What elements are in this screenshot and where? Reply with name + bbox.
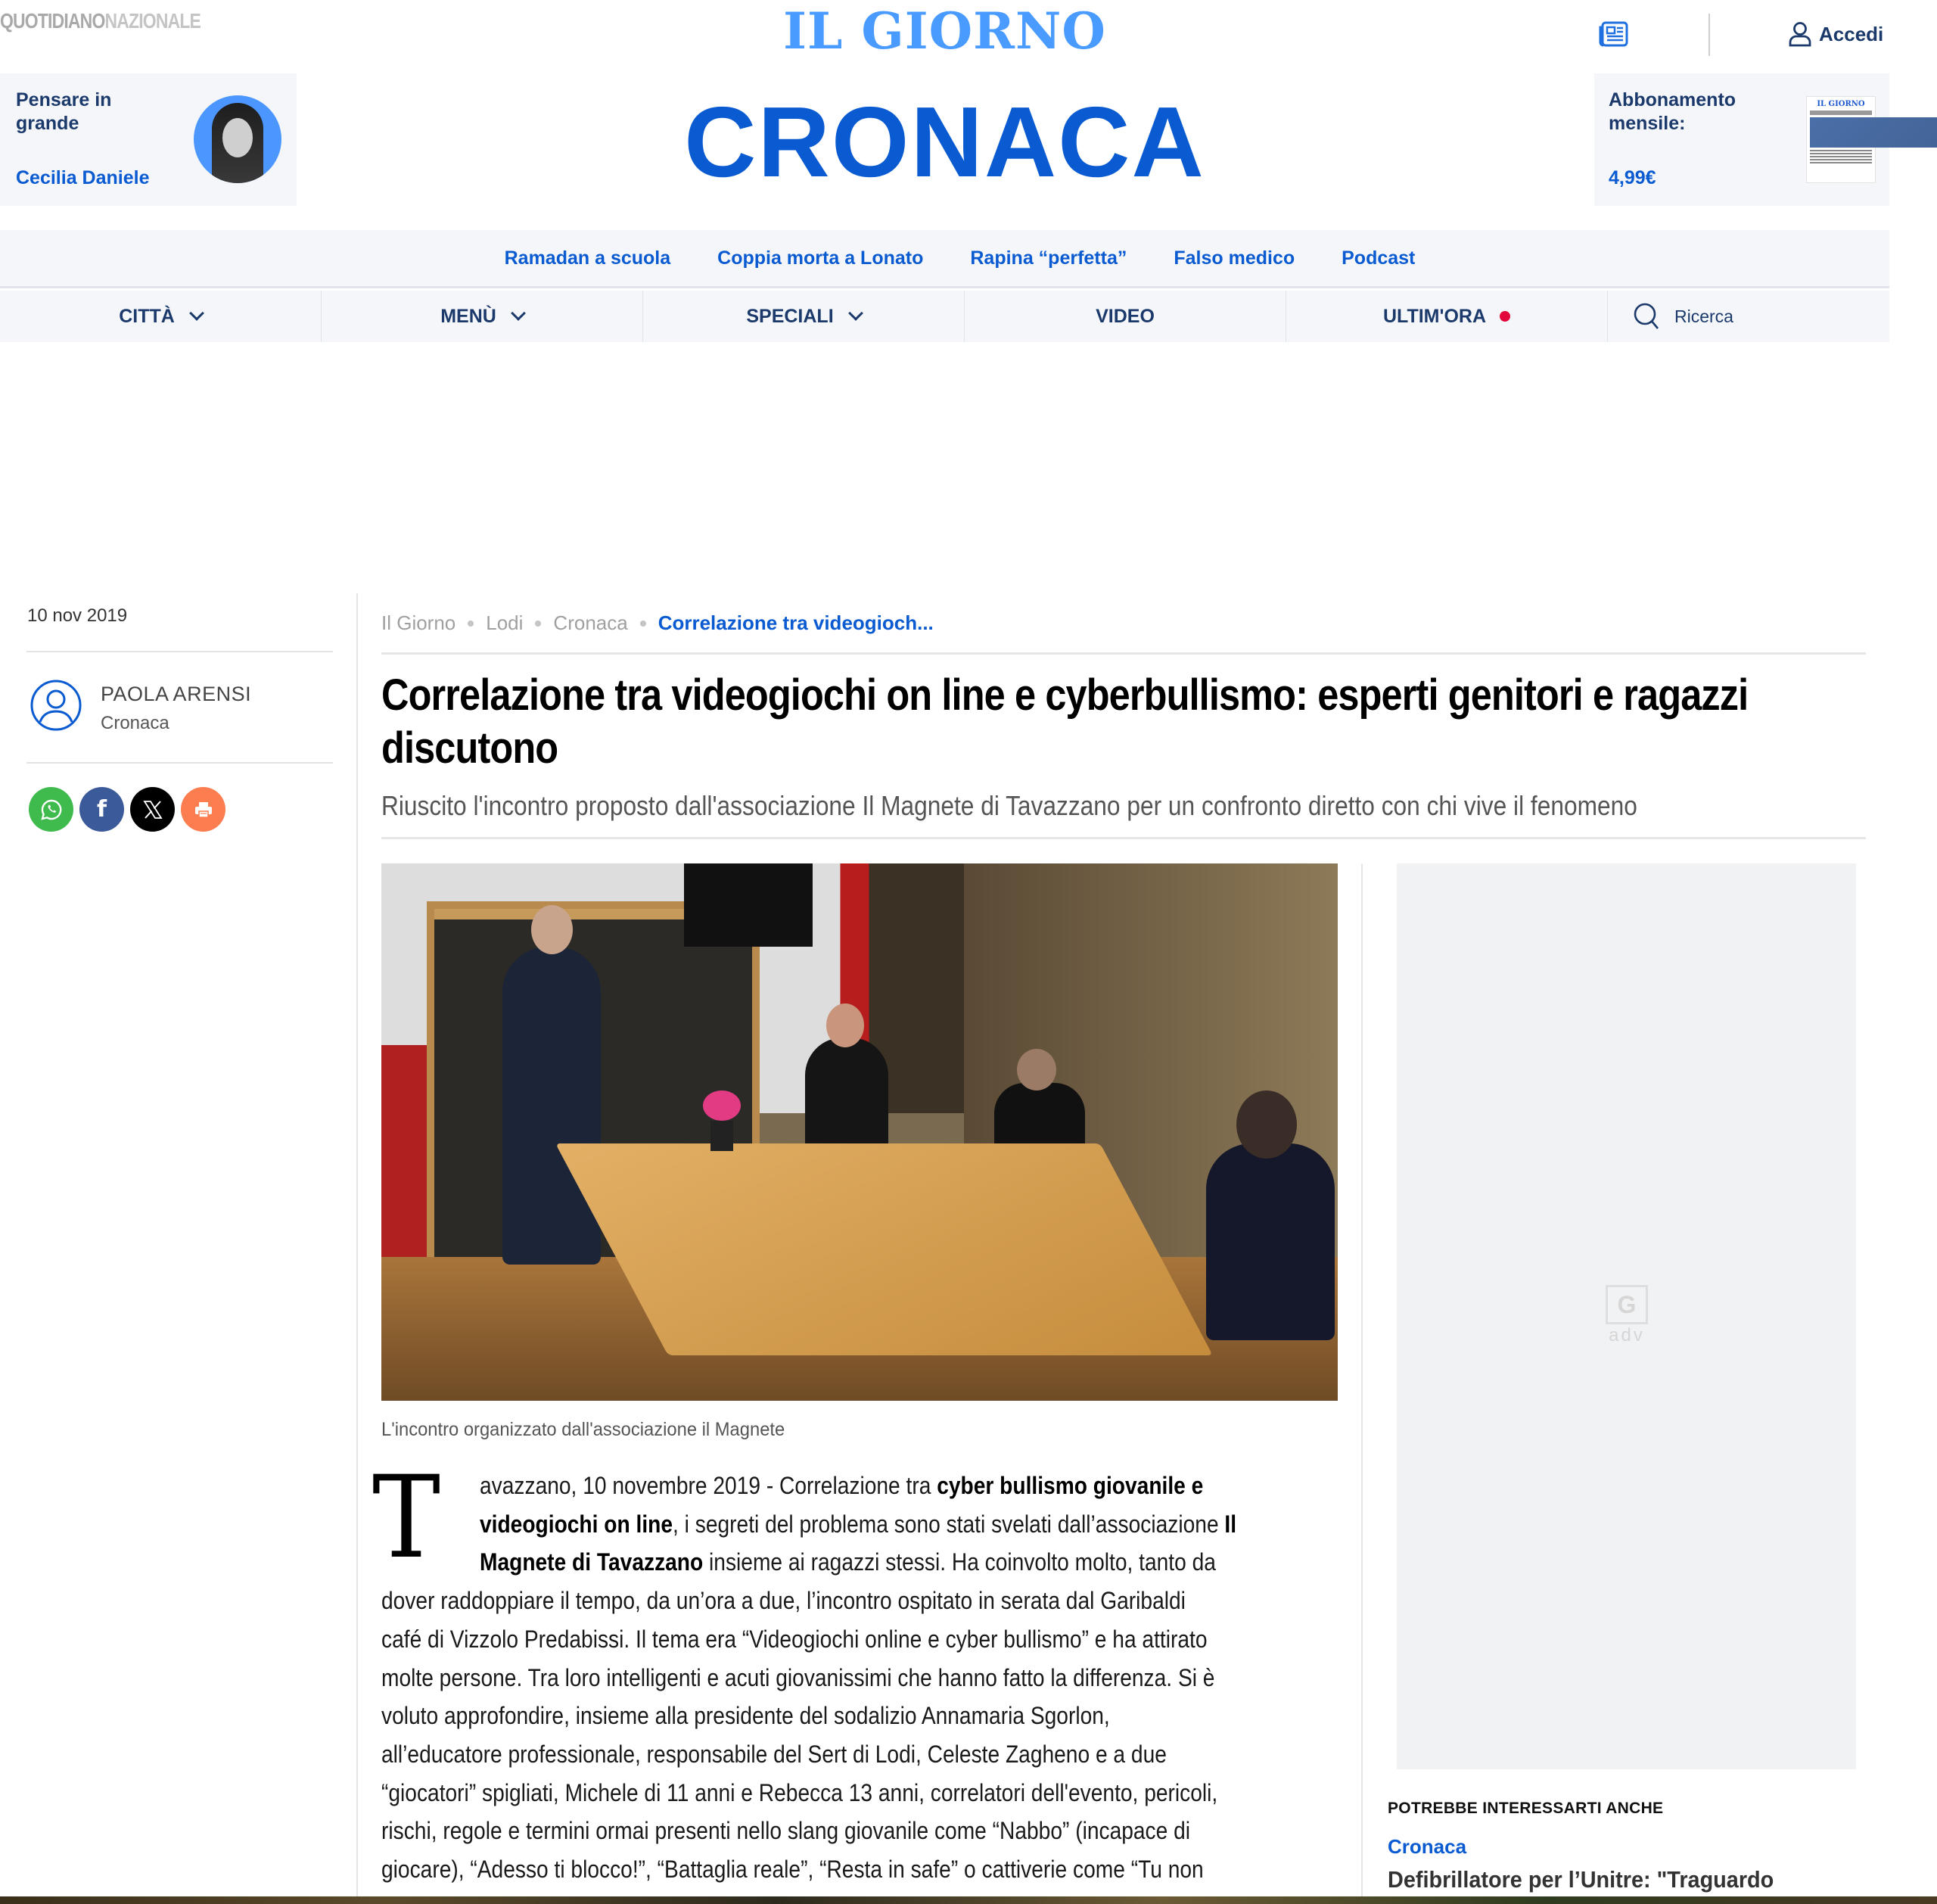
x-icon xyxy=(142,799,163,820)
subscription-title: Abbonamento mensile: xyxy=(1609,89,1736,134)
related-article-title[interactable]: Defibrillatore per l’Unitre: "Traguardo xyxy=(1388,1866,1774,1893)
body-line: videogiochi on line, i segreti del problema sono stati svelati dall’associazione Il xyxy=(480,1510,1237,1538)
header-divider xyxy=(1708,14,1710,56)
search-label: Ricerca xyxy=(1674,306,1733,326)
live-dot-icon xyxy=(1500,311,1510,322)
nav-label: SPECIALI xyxy=(746,305,834,327)
topic-link[interactable]: Coppia morta a Lonato xyxy=(717,247,924,269)
breadcrumb-separator xyxy=(468,621,474,627)
topic-link[interactable]: Ramadan a scuola xyxy=(504,247,671,269)
brand-logo[interactable]: IL GIORNO xyxy=(783,2,1106,61)
article-headline: Correlazione tra videogiochi on line e cyberbullismo: esperti genitori e ragazzi discutono xyxy=(381,670,1749,773)
divider xyxy=(26,762,333,764)
next-content-image-edge xyxy=(0,1896,1937,1904)
divider xyxy=(381,652,1866,655)
breadcrumb-item[interactable]: Lodi xyxy=(486,611,524,634)
promo-card-subscription[interactable] xyxy=(1594,73,1889,206)
promo-author: Cecilia Daniele xyxy=(16,167,150,188)
body-line: voluto approfondire, insieme alla presidente del sodalizio Annamaria Sgorlon, xyxy=(381,1702,1110,1730)
body-line: avazzano, 10 novembre 2019 - Correlazione tra cyber bullismo giovanile e xyxy=(480,1472,1204,1499)
breadcrumb-separator xyxy=(535,621,541,627)
related-heading: POTREBBE INTERESSARTI ANCHE xyxy=(1388,1800,1664,1817)
topic-link[interactable]: Falso medico xyxy=(1174,247,1295,269)
author-name[interactable]: PAOLA ARENSI xyxy=(101,683,252,705)
newspaper-icon[interactable] xyxy=(1598,21,1628,47)
breadcrumb-item[interactable]: Cronaca xyxy=(553,611,628,634)
ad-logo-icon: G xyxy=(1606,1285,1648,1324)
print-button[interactable] xyxy=(181,787,225,832)
ad-label: adv xyxy=(1609,1325,1645,1346)
body-line: rischi, regole e termini ormai presenti nello slang giovanile come “Nabbo” (incapace di xyxy=(381,1817,1191,1845)
whatsapp-icon xyxy=(39,798,64,822)
promo-title: Pensare in grande xyxy=(16,89,112,134)
share-facebook-button[interactable] xyxy=(79,787,124,832)
login-label: Accedi xyxy=(1819,22,1884,45)
nav-label: CITTÀ xyxy=(119,305,175,327)
search-button[interactable] xyxy=(1608,291,1889,342)
main-nav xyxy=(0,291,1889,342)
photo-caption: L'incontro organizzato dall'associazione il Magnete xyxy=(381,1419,785,1440)
newspaper-cover-thumbnail: IL GIORNO xyxy=(1806,96,1876,183)
facebook-icon: f xyxy=(96,796,107,823)
divider xyxy=(381,837,1866,839)
topic-link[interactable]: Rapina “perfetta” xyxy=(970,247,1127,269)
body-line: molte persone. Tra loro intelligenti e acuti giovanissimi che hanno fatto la differenza. Si è xyxy=(381,1663,1215,1691)
body-line: all’educatore professionale, responsabile del Sert di Lodi, Celeste Zagheno e a due xyxy=(381,1740,1167,1768)
nav-item-menu[interactable] xyxy=(322,291,643,342)
nav-item-speciali[interactable] xyxy=(643,291,965,342)
user-icon xyxy=(1789,21,1811,47)
breadcrumb-current: Correlazione tra videogioch... xyxy=(658,611,934,634)
network-logo-part2: NAZIONALE xyxy=(104,9,201,33)
divider xyxy=(26,651,333,652)
nav-item-ultimora[interactable] xyxy=(1286,291,1608,342)
share-buttons xyxy=(29,787,225,832)
column-divider xyxy=(1361,863,1363,1904)
nav-item-citta[interactable] xyxy=(0,291,322,342)
section-title: CRONACA xyxy=(684,86,1205,198)
body-line: giocare), “Adesso ti blocco!”, “Battaglia reale”, “Resta in safe” o cattiverie come “Tu non xyxy=(381,1856,1204,1884)
nav-label: MENÙ xyxy=(440,305,496,327)
ad-placeholder[interactable] xyxy=(1397,863,1856,1769)
search-icon xyxy=(1632,301,1662,331)
share-whatsapp-button[interactable] xyxy=(29,787,73,832)
article-body xyxy=(381,1467,1338,1889)
nav-label: VIDEO xyxy=(1096,305,1155,327)
nav-item-video[interactable] xyxy=(965,291,1286,342)
publish-date: 10 nov 2019 xyxy=(27,605,128,626)
breadcrumb xyxy=(381,611,934,635)
related-category[interactable]: Cronaca xyxy=(1388,1835,1467,1858)
column-divider xyxy=(356,593,358,1904)
printer-icon xyxy=(194,801,213,819)
nav-label: ULTIM'ORA xyxy=(1382,305,1486,327)
body-line: dover raddoppiare il tempo, da un’ora a due, l’incontro ospitato in serata dal Garibaldi xyxy=(381,1587,1186,1615)
drop-cap: T xyxy=(372,1452,441,1584)
subscription-price: 4,99€ xyxy=(1609,167,1656,188)
chevron-down-icon xyxy=(848,306,863,321)
article-subheadline: Riuscito l'incontro proposto dall'associazione Il Magnete di Tavazzano per un confronto diretto con chi vive il fenomeno xyxy=(381,790,1637,821)
author-section: Cronaca xyxy=(101,713,169,733)
network-logo-part1: QUOTIDIANO xyxy=(0,9,105,33)
breadcrumb-separator xyxy=(640,621,646,627)
chevron-down-icon xyxy=(189,306,204,321)
body-line: “giocatori” spigliati, Michele di 11 anni e Rebecca 13 anni, correlatori dell'evento, pericoli, xyxy=(381,1778,1218,1806)
article-photo[interactable] xyxy=(381,863,1338,1401)
breadcrumb-item[interactable]: Il Giorno xyxy=(381,611,456,634)
author-icon[interactable] xyxy=(30,680,82,731)
chevron-down-icon xyxy=(511,306,526,321)
trending-topics-bar xyxy=(0,230,1889,288)
body-line: café di Vizzolo Predabissi. Il tema era “Videogiochi online e cyber bullismo” e ha attirato xyxy=(381,1625,1208,1653)
login-button[interactable] xyxy=(1789,21,1883,47)
topic-link[interactable]: Podcast xyxy=(1342,247,1416,269)
body-line: Magnete di Tavazzano insieme ai ragazzi stessi. Ha coinvolto molto, tanto da xyxy=(480,1548,1216,1576)
share-x-button[interactable] xyxy=(130,787,175,832)
